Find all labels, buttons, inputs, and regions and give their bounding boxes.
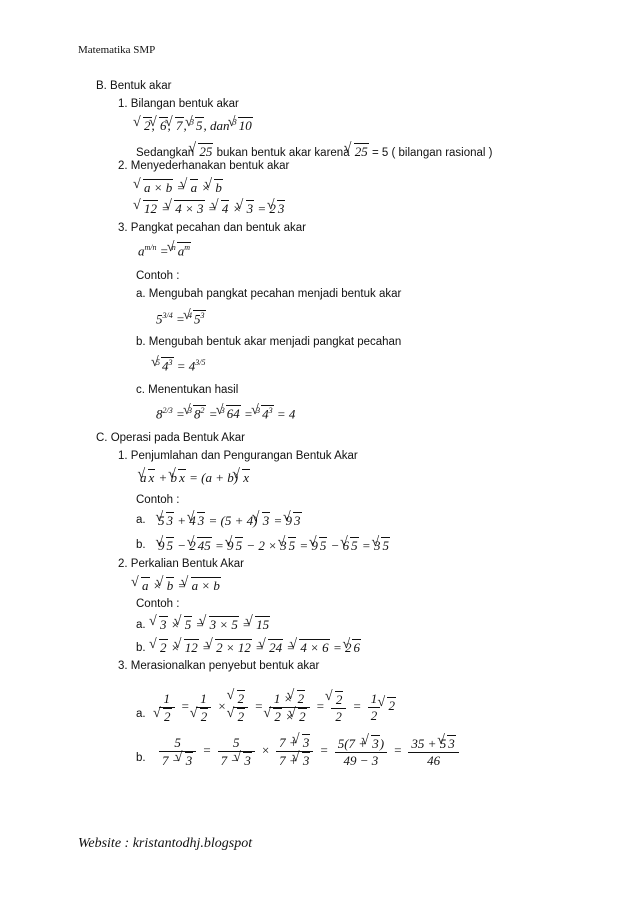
page-footer: Website : kristantodhj.blogspot [78, 836, 253, 851]
b3-contoh: Contoh : [136, 270, 180, 282]
b2-label: 2. Menyederhanakan bentuk akar [118, 160, 290, 172]
b3-formula: $a^{m/n} = ^n√$ $a^m$ [138, 242, 191, 259]
c3-a-math: 1 √ 2 = 1 √ 2 × √ 2 √ 2 = 1 × √ 2 √ 2 × √ 2 = √ $\frac{2}{2}$ = $\frac{1}{2}$ √ 2 [156, 690, 396, 725]
b1-note: Sedangkan √ 25 bukan bentuk akar karena √ 25 = 5 ( bilangan rasional ) [136, 143, 493, 160]
page-header: Matematika SMP [78, 44, 156, 56]
c1-a-label: a. [136, 514, 146, 526]
b2-example: √ 12 = √ 4 × 3 = √ 4 × √ 3 = 2√ 3 [142, 200, 285, 217]
b3-a-label: a. Mengubah pangkat pecahan menjadi bentuk akar [136, 288, 402, 300]
c3-label: 3. Merasionalkan penyebut bentuk akar [118, 660, 320, 672]
b3-b-label: b. Mengubah bentuk akar menjadi pangkat pecahan [136, 336, 402, 348]
c2-b-math: √ 2 × √ 12 = √ 2 × 12 = √ 24 = √ 4 × 6 = 2√ 6 [158, 639, 361, 656]
c2-formula: √ a × √ b = √ a × b [140, 577, 221, 594]
section-b-title: B. Bentuk akar [96, 80, 172, 92]
b3-b-math: $^5$√ $4^3 = 4^{3/5}$ [156, 357, 206, 374]
b3-label: 3. Pangkat pecahan dan bentuk akar [118, 222, 306, 234]
c2-contoh: Contoh : [136, 598, 180, 610]
c1-b-label: b. [136, 539, 146, 551]
c3-b-label: b. [136, 752, 146, 764]
c1-label: 1. Penjumlahan dan Pengurangan Bentuk Akar [118, 450, 358, 462]
c1-contoh: Contoh : [136, 494, 180, 506]
c1-a-math: 5√ 3 + 4√ 3 = (5 + 4) √ 3 = 9√ 3 [158, 512, 302, 529]
b3-c-math: $8^{2/3} = ^3√$ $8^2 = ^3√$ 64 = $^3$√ $4^3 = 4$ [156, 405, 295, 422]
c3-a-label: a. [136, 708, 146, 720]
b1-examples: √ 2, √ 6, √ 7, $^3$√ 5, dan $^3$√ 10 [142, 117, 253, 134]
c1-b-math: 9√ 5 − 2√ 45 = 9√ 5 − 2 × 3√ 5 = 9√ 5 − 6√ 5 = 3√ 5 [158, 537, 390, 554]
b2-formula: √ a × b = √ a × √ b [142, 179, 223, 196]
c1-formula: a√ x + b√ x = (a + b) √ x [140, 469, 250, 486]
c2-a-math: √ 3 × √ 5 = √ 3 × 5 = √ 15 [158, 616, 270, 633]
b3-a-math: $5^{3/4} = ^4√$ $5^3$ [156, 310, 206, 327]
c2-label: 2. Perkalian Bentuk Akar [118, 558, 244, 570]
c2-b-label: b. [136, 642, 146, 654]
c3-b-math: $\frac{5}{7 - √ 3}$ = $\frac{5}{7 - √ 3}$ × $\frac{7 + √ 3}{7 + √ 3}$ = $\frac{5(7 + √ 3)}{49 - 3}$ = $\frac{35 + 5√ 3}{46}$ [156, 734, 462, 769]
b1-label: 1. Bilangan bentuk akar [118, 98, 239, 110]
b3-c-label: c. Menentukan hasil [136, 384, 239, 396]
section-c-title: C. Operasi pada Bentuk Akar [96, 432, 245, 444]
c2-a-label: a. [136, 619, 146, 631]
